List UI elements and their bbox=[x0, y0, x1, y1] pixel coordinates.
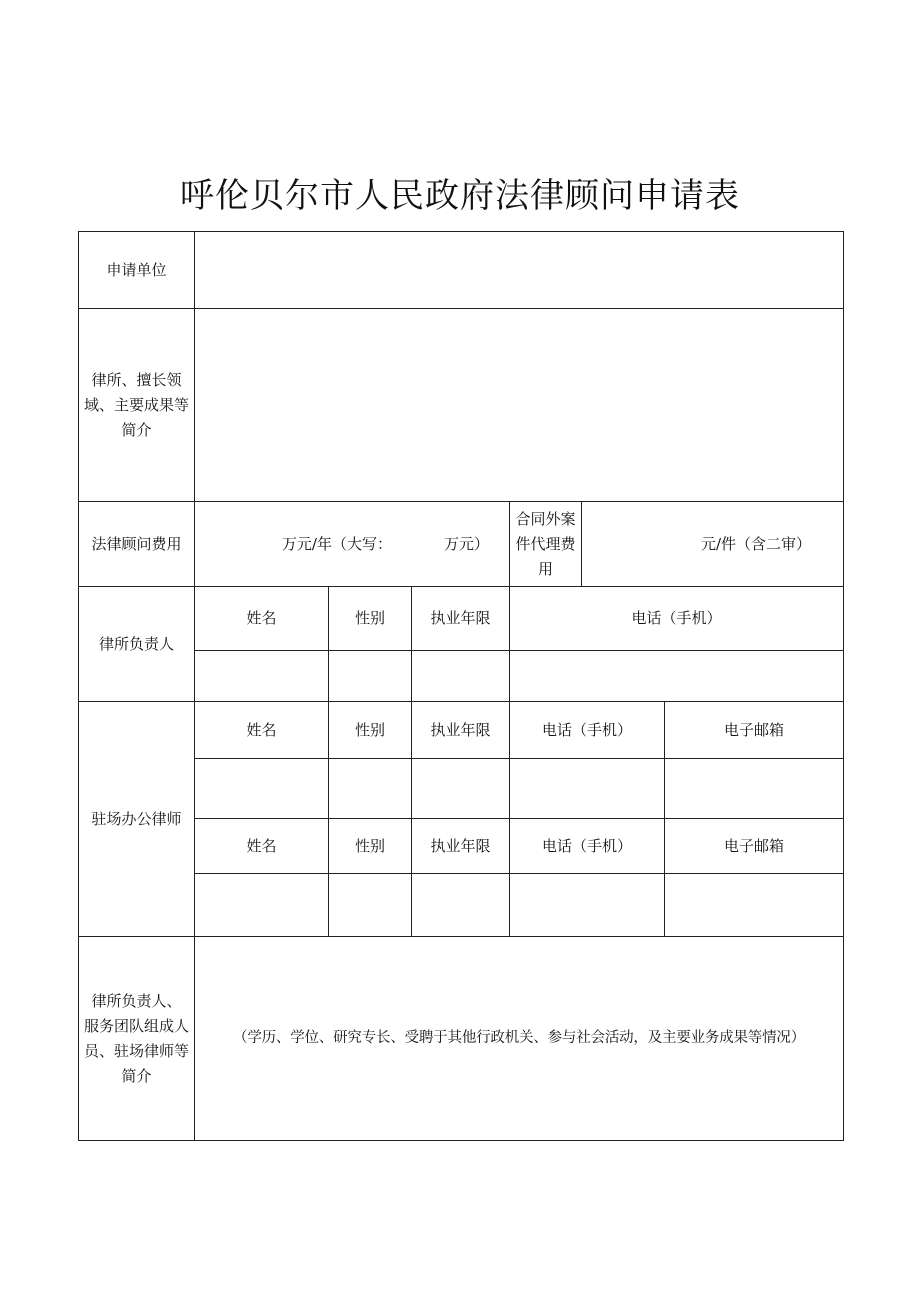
team-intro-label-line: 简介 bbox=[121, 1066, 152, 1085]
team-intro-label-line: 律所负责人、 bbox=[91, 991, 182, 1010]
firm-head-years-header: 执业年限 bbox=[412, 587, 510, 651]
firm-intro-label bbox=[79, 309, 195, 502]
firm-head-name-header: 姓名 bbox=[195, 587, 329, 651]
onsite-lawyer-label: 驻场办公律师 bbox=[79, 702, 195, 937]
onsite-lawyer-years-header: 执业年限 bbox=[412, 819, 510, 874]
onsite-lawyer-phone-header: 电话（手机） bbox=[510, 702, 665, 759]
onsite-lawyer-email-field[interactable] bbox=[665, 874, 844, 937]
application-form-table bbox=[78, 231, 844, 1141]
team-intro-label-line: 员、驻场律师等 bbox=[83, 1041, 189, 1060]
applicant-unit-label: 申请单位 bbox=[79, 232, 195, 309]
onsite-lawyer-years-field[interactable] bbox=[412, 759, 510, 819]
onsite-lawyer-name-field[interactable] bbox=[195, 874, 329, 937]
case-fee-label bbox=[510, 502, 582, 587]
onsite-lawyer-phone-field[interactable] bbox=[510, 874, 665, 937]
case-fee-label-line: 合同外案 bbox=[515, 509, 576, 528]
legal-fee-unit: 万元/年（大写： bbox=[281, 534, 392, 553]
onsite-lawyer-gender-header: 性别 bbox=[329, 702, 412, 759]
firm-intro-label-line: 简介 bbox=[121, 420, 152, 439]
onsite-lawyer-gender-field[interactable] bbox=[329, 759, 412, 819]
team-intro-label-line: 服务团队组成人 bbox=[83, 1016, 189, 1035]
case-fee-unit: 元/件（含二审） bbox=[700, 534, 812, 553]
firm-head-years-field[interactable] bbox=[412, 651, 510, 702]
case-fee-field[interactable] bbox=[582, 502, 844, 587]
onsite-lawyer-name-header: 姓名 bbox=[195, 702, 329, 759]
firm-head-phone-field[interactable] bbox=[510, 651, 844, 702]
onsite-lawyer-gender-header: 性别 bbox=[329, 819, 412, 874]
onsite-lawyer-phone-header: 电话（手机） bbox=[510, 819, 665, 874]
firm-head-gender-field[interactable] bbox=[329, 651, 412, 702]
team-intro-hint: （学历、学位、研究专长、受聘于其他行政机关、参与社会活动，及主要业务成果等情况） bbox=[233, 1030, 806, 1046]
applicant-unit-field[interactable] bbox=[195, 232, 844, 309]
onsite-lawyer-gender-field[interactable] bbox=[329, 874, 412, 937]
firm-intro-label-line: 域、主要成果等 bbox=[83, 395, 189, 414]
firm-head-name-field[interactable] bbox=[195, 651, 329, 702]
team-intro-field[interactable] bbox=[195, 937, 844, 1141]
firm-intro-label-line: 律所、擅长领 bbox=[91, 370, 182, 389]
legal-fee-capital-amount[interactable] bbox=[392, 532, 444, 557]
case-fee-label-line: 件代理费 bbox=[515, 534, 576, 553]
onsite-lawyer-name-field[interactable] bbox=[195, 759, 329, 819]
team-intro-label bbox=[79, 937, 195, 1141]
onsite-lawyer-years-field[interactable] bbox=[412, 874, 510, 937]
onsite-lawyer-email-header: 电子邮箱 bbox=[665, 702, 844, 759]
legal-fee-field[interactable] bbox=[195, 502, 510, 587]
page-title: 呼伦贝尔市人民政府法律顾问申请表 bbox=[180, 176, 740, 216]
firm-head-label: 律所负责人 bbox=[79, 587, 195, 702]
firm-intro-field[interactable] bbox=[195, 309, 844, 502]
legal-fee-unit-close: 万元） bbox=[443, 534, 489, 553]
onsite-lawyer-email-field[interactable] bbox=[665, 759, 844, 819]
onsite-lawyer-years-header: 执业年限 bbox=[412, 702, 510, 759]
onsite-lawyer-phone-field[interactable] bbox=[510, 759, 665, 819]
legal-fee-label: 法律顾问费用 bbox=[79, 502, 195, 587]
firm-head-gender-header: 性别 bbox=[329, 587, 412, 651]
onsite-lawyer-email-header: 电子邮箱 bbox=[665, 819, 844, 874]
case-fee-label-line: 用 bbox=[537, 559, 553, 578]
onsite-lawyer-name-header: 姓名 bbox=[195, 819, 329, 874]
firm-head-phone-header: 电话（手机） bbox=[510, 587, 844, 651]
